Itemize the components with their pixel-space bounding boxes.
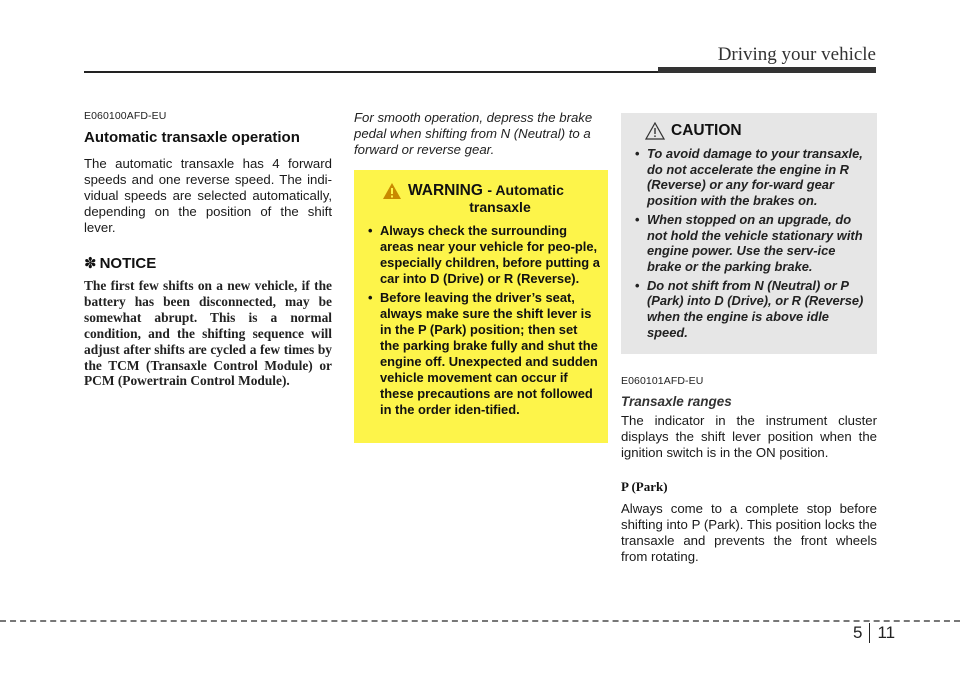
park-body: Always come to a complete stop before shifting into P (Park). This position locks the transaxle and prevents the front wheels from rotating. <box>621 501 877 564</box>
page-number <box>853 623 895 643</box>
notice-icon: ✽ <box>84 255 97 272</box>
warning-box <box>354 170 608 443</box>
caution-box <box>621 113 877 354</box>
header-rule-accent <box>658 67 876 73</box>
section-title: Automatic transaxle operation <box>84 129 300 146</box>
caution-item: • Do not shift from N (Neutral) or P (Park) into D (Drive), or R (Reverse) when the engine is above idle speed. <box>631 278 867 341</box>
notice-body: The first few shifts on a new vehicle, if the battery has been disconnected, may be somewhat abrupt. This is a normal condition, and the shifting sequence will adjust after shifts are cycled a few times by the TCM (Transaxle Control Module) or PCM (Powertrain Control Module). <box>84 278 332 389</box>
caution-list <box>631 146 867 340</box>
left-column <box>84 110 332 389</box>
page-index: 11 <box>877 623 896 642</box>
caution-triangle-icon <box>645 122 665 140</box>
caution-heading <box>645 122 867 140</box>
park-title: P (Park) <box>621 479 668 494</box>
header-title: Driving your vehicle <box>717 44 876 65</box>
caution-item: • When stopped on an upgrade, do not hold the vehicle stationary with engine power. Use the serv-ice brake or the parking brake. <box>631 212 867 275</box>
smooth-operation-text: For smooth operation, depress the brake pedal when shifting from N (Neutral) to a forward or reverse gear. <box>354 110 593 157</box>
caution-title: CAUTION <box>671 122 742 139</box>
section-body: The automatic transaxle has 4 forward speeds and one reverse speed. The indi-vidual speeds are selected automatically, depending on the position of the shift lever. <box>84 156 332 235</box>
middle-column <box>354 110 608 158</box>
notice-heading <box>84 254 332 272</box>
warning-subtitle: - Automatic <box>487 182 564 198</box>
transaxle-ranges-section <box>621 375 877 565</box>
warning-triangle-icon <box>382 182 402 200</box>
warning-item: • Before leaving the driver’s seat, always make sure the shift lever is in the P (Park) position; then set the parking brake fully and shut the engine off. Unexpected and sudden vehicle movement can occur if these precautions are not followed in the order iden-tified. <box>364 290 600 418</box>
notice-title: NOTICE <box>99 254 157 272</box>
section-code: E060101AFD-EU <box>621 375 704 387</box>
warning-subtitle-line2: transaxle <box>469 199 531 215</box>
ranges-body: The indicator in the instrument cluster displays the shift lever position when the ignition switch is in the ON position. <box>621 413 877 460</box>
caution-item: • To avoid damage to your transaxle, do not accelerate the engine in R (Reverse) or any for-ward gear position with the brakes on. <box>631 146 867 209</box>
warning-list <box>364 223 600 418</box>
warning-heading <box>382 182 600 200</box>
footer-rule <box>0 620 960 622</box>
chapter-number: 5 <box>853 623 863 642</box>
section-code: E060100AFD-EU <box>84 110 167 122</box>
warning-item: • Always check the surrounding areas near your vehicle for peo-ple, especially children, before putting a car into D (Drive) or R (Reverse). <box>364 223 600 287</box>
ranges-subtitle: Transaxle ranges <box>621 394 732 409</box>
warning-title: WARNING <box>408 182 483 199</box>
